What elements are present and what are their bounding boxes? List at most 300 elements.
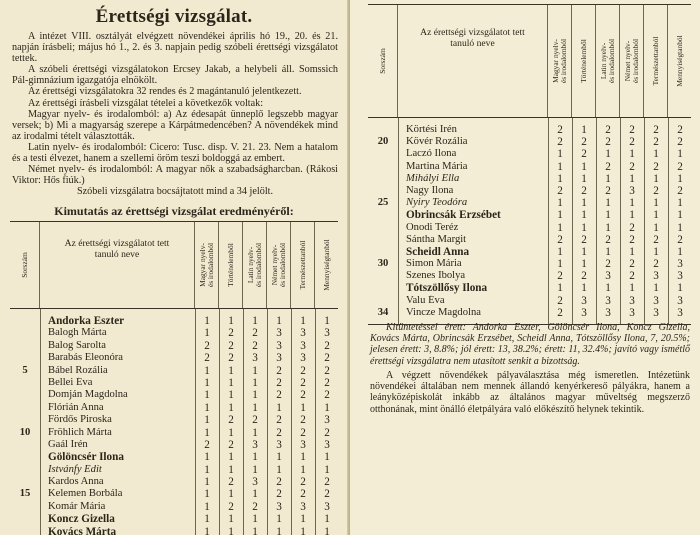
- grade-cell: 1: [252, 401, 258, 414]
- grade-cell: 1: [252, 376, 258, 389]
- grade-cell: 1: [252, 364, 258, 377]
- grade-cell: 2: [605, 136, 611, 149]
- grade-cell: 1: [605, 172, 611, 185]
- grade-cell: 1: [557, 148, 563, 161]
- table-row: [10, 340, 338, 352]
- student-name: Kelemen Borbála: [48, 488, 123, 500]
- results-text: [370, 322, 690, 367]
- grade-cell: 1: [653, 197, 659, 210]
- table-body: [368, 118, 691, 325]
- grade-cell: 1: [228, 451, 234, 464]
- header-latin: Latin nyelv- és irodalomból: [596, 5, 620, 117]
- grade-cell: 1: [300, 525, 306, 535]
- grade-cell: 2: [629, 258, 635, 271]
- grade-cell: 1: [629, 209, 635, 222]
- grade-cell: 2: [605, 160, 611, 173]
- grade-cell: 1: [581, 124, 587, 136]
- row-number: 10: [19, 426, 31, 438]
- grade-cell: 3: [276, 327, 282, 340]
- grade-cell: 1: [557, 258, 563, 271]
- grade-cell: 3: [677, 270, 683, 283]
- table-row: [10, 439, 338, 451]
- grade-cell: 1: [276, 463, 282, 476]
- grade-cell: 1: [581, 245, 587, 258]
- grade-cell: 2: [557, 306, 563, 319]
- grade-cell: 1: [324, 513, 330, 526]
- grade-cell: 3: [653, 306, 659, 319]
- student-name: Balogh Márta: [48, 327, 107, 339]
- grade-cell: 1: [677, 148, 683, 161]
- grade-cell: 1: [677, 221, 683, 234]
- table-row: [368, 222, 691, 234]
- grade-cell: 1: [228, 513, 234, 526]
- table-row: [10, 427, 338, 439]
- results-paragraph: Kitüntetéssel érett: Andorka Eszter, Gölöncsér Ilona, Koncz Gizella, Kovács Márta, Obrincsák Erzsébet, Scheidl Anna, Tótszöllősy Ilona, 7, 20.5%; jelesen érett: 3, 8.8%; jól érett: 13, 38.2%; érett: 11, 32.4%; javító vagy ismétlő érettségi vizsgálatra nem utasított senkit a bizottság.: [370, 322, 690, 367]
- grade-cell: 1: [204, 315, 210, 327]
- grade-cell: 2: [252, 339, 258, 352]
- grade-cell: 2: [252, 414, 258, 427]
- student-name: Istvánfy Edit: [48, 463, 102, 475]
- grade-cell: 1: [581, 160, 587, 173]
- grade-cell: 2: [677, 184, 683, 197]
- grade-cell: 1: [252, 463, 258, 476]
- grade-cell: 2: [276, 364, 282, 377]
- header-termeszet: Természettanból: [291, 222, 315, 308]
- grade-cell: 1: [204, 389, 210, 402]
- table-row: [368, 185, 691, 197]
- student-name: Barabás Eleonóra: [48, 352, 124, 364]
- grade-cell: 1: [228, 525, 234, 535]
- grade-cell: 2: [300, 488, 306, 501]
- grade-cell: 1: [276, 513, 282, 526]
- grade-cell: 1: [204, 463, 210, 476]
- grade-cell: 2: [629, 233, 635, 246]
- grade-cell: 2: [629, 221, 635, 234]
- student-name: Gaál Irén: [48, 438, 88, 450]
- table-row: [368, 270, 691, 282]
- header-name: Az érettségi vizsgálatot tett tanuló neve: [398, 5, 548, 117]
- grade-cell: 2: [276, 426, 282, 439]
- table-row: [10, 464, 338, 476]
- grade-cell: 2: [228, 352, 234, 365]
- student-name: Simon Mária: [406, 258, 462, 270]
- grade-cell: 2: [204, 339, 210, 352]
- student-name: Scheidl Anna: [406, 245, 470, 258]
- table-row: [368, 307, 691, 319]
- grade-cell: 2: [653, 124, 659, 136]
- grade-cell: 1: [324, 451, 330, 464]
- grade-cell: 3: [300, 438, 306, 451]
- grade-cell: 2: [581, 136, 587, 149]
- table-row: [10, 315, 338, 327]
- grade-cell: 3: [677, 258, 683, 271]
- table-row: [10, 365, 338, 377]
- grade-cell: 2: [276, 414, 282, 427]
- grade-cell: 3: [252, 438, 258, 451]
- grade-cell: 1: [300, 315, 306, 327]
- grade-cell: 2: [276, 376, 282, 389]
- table-row: [10, 526, 338, 535]
- student-name: Bábel Rozália: [48, 364, 108, 376]
- grade-cell: 3: [581, 306, 587, 319]
- table-row: [10, 501, 338, 513]
- page-title: Érettségi vizsgálat.: [95, 6, 253, 27]
- grade-cell: 1: [557, 209, 563, 222]
- grade-cell: 1: [324, 463, 330, 476]
- student-name: Koncz Gizella: [48, 513, 115, 526]
- student-name: Bellei Éva: [48, 376, 93, 388]
- header-sorszam: Sorszám: [368, 5, 398, 117]
- grade-cell: 1: [605, 221, 611, 234]
- header-menny: Mennyiségtanból: [321, 239, 331, 291]
- grade-cell: 3: [629, 184, 635, 197]
- grade-cell: 2: [300, 389, 306, 402]
- grade-cell: 2: [276, 488, 282, 501]
- student-name: Balog Sarolta: [48, 339, 106, 351]
- header-latin: Latin nyelv- és irodalomból: [243, 222, 267, 308]
- student-name: Komár Mária: [48, 500, 106, 512]
- grade-cell: 1: [204, 364, 210, 377]
- grade-cell: 2: [324, 389, 330, 402]
- grade-cell: 1: [300, 513, 306, 526]
- grade-cell: 2: [557, 294, 563, 307]
- grade-cell: 1: [557, 197, 563, 210]
- student-name: Fördős Piroska: [48, 414, 112, 426]
- grade-cell: 2: [252, 327, 258, 340]
- intro-paragraph: Az érettségi vizsgálatokra 32 rendes és 2 magántanuló jelentkezett.: [28, 86, 302, 98]
- student-name: Kovács Márta: [48, 525, 117, 535]
- grade-cell: 1: [605, 148, 611, 161]
- intro-text: [12, 31, 338, 197]
- grade-cell: 3: [605, 294, 611, 307]
- intro-paragraph: Latin nyelv- és irodalomból: Cicero: Tusc. disp. V. 21. 23. Nem a hatalom és a testi élvezet, hanem a szellemi öröm teszi boldoggá az embert.: [12, 141, 338, 165]
- row-number: 25: [377, 197, 389, 209]
- grade-cell: 1: [228, 463, 234, 476]
- grade-cell: 1: [228, 488, 234, 501]
- student-name: Sántha Margit: [406, 233, 467, 245]
- table-row: [368, 234, 691, 246]
- left-page: [0, 0, 348, 535]
- grade-cell: 1: [653, 148, 659, 161]
- table-row: [368, 173, 691, 185]
- grade-cell: 1: [605, 209, 611, 222]
- grade-cell: 2: [677, 136, 683, 149]
- grade-cell: 3: [276, 500, 282, 513]
- grade-cell: 3: [605, 270, 611, 283]
- table-row: [368, 124, 691, 136]
- student-name: Martina Mária: [406, 160, 468, 172]
- student-name: Mihályi Ella: [406, 172, 460, 184]
- student-name: Vincze Magdolna: [406, 306, 481, 318]
- grade-cell: 1: [653, 221, 659, 234]
- student-name: Domján Magdolna: [48, 389, 128, 401]
- table-header: [10, 221, 338, 309]
- grade-cell: 1: [204, 401, 210, 414]
- grade-cell: 1: [653, 245, 659, 258]
- grade-cell: 2: [557, 124, 563, 136]
- grade-cell: 1: [581, 282, 587, 295]
- grade-cell: 1: [629, 282, 635, 295]
- grade-cell: 3: [677, 306, 683, 319]
- table-row: [10, 414, 338, 426]
- grade-cell: 1: [204, 476, 210, 489]
- grade-cell: 3: [300, 339, 306, 352]
- grade-cell: 2: [276, 476, 282, 489]
- table-row: [10, 377, 338, 389]
- header-nemet: Német nyelv- és irodalomból: [620, 5, 644, 117]
- career-paragraph: A végzett növendékek pályaválasztása még ismeretlen. Intézetünk növendékei általában nem mennek állandó kenyérkereső pályákra, hanem a leányközépiskolát inkább az általános magyar műveltség megszerző otthonának, mint önálló életpályára való előkészítő helynek tekintik.: [370, 370, 690, 415]
- grade-cell: 2: [677, 124, 683, 136]
- grade-cell: 2: [204, 438, 210, 451]
- grade-cell: 1: [557, 172, 563, 185]
- table-row: [368, 295, 691, 307]
- grade-cell: 2: [228, 438, 234, 451]
- grade-cell: 3: [300, 352, 306, 365]
- grade-cell: 2: [324, 426, 330, 439]
- grade-cell: 2: [228, 414, 234, 427]
- grade-cell: 2: [300, 414, 306, 427]
- grade-cell: 2: [629, 124, 635, 136]
- grade-cell: 1: [653, 172, 659, 185]
- intro-paragraph: Német nyelv- és irodalomból: A magyar nők a szabadságharcban. (Rákosi Viktor: Hős fiúk.): [12, 164, 338, 187]
- table-row: [368, 246, 691, 258]
- grade-cell: 2: [629, 270, 635, 283]
- grade-cell: 2: [653, 258, 659, 271]
- grade-cell: 2: [252, 500, 258, 513]
- grade-cell: 1: [204, 426, 210, 439]
- grade-cell: 1: [557, 282, 563, 295]
- grade-cell: 1: [677, 197, 683, 210]
- grade-cell: 1: [324, 525, 330, 535]
- grade-cell: 2: [557, 270, 563, 283]
- student-name: Tótszöllősy Ilona: [406, 282, 488, 295]
- grade-cell: 2: [653, 233, 659, 246]
- grade-cell: 3: [629, 306, 635, 319]
- grade-cell: 1: [204, 513, 210, 526]
- grade-cell: 1: [605, 197, 611, 210]
- grade-cell: 2: [324, 376, 330, 389]
- intro-paragraph: Szóbeli vizsgálatra bocsájtatott mind a 34 jelölt.: [76, 186, 274, 198]
- grade-cell: 1: [629, 197, 635, 210]
- grade-cell: 2: [324, 476, 330, 489]
- grade-cell: 1: [605, 282, 611, 295]
- grade-cell: 2: [653, 136, 659, 149]
- grade-cell: 1: [252, 513, 258, 526]
- grade-cell: 1: [581, 258, 587, 271]
- student-name: Laczó Ilona: [406, 148, 457, 160]
- grade-cell: 1: [204, 488, 210, 501]
- student-name: Onodi Teréz: [406, 221, 459, 233]
- table-row: [368, 282, 691, 294]
- grade-cell: 3: [276, 352, 282, 365]
- grade-cell: 1: [204, 376, 210, 389]
- grade-cell: 2: [276, 389, 282, 402]
- grade-cell: 2: [557, 136, 563, 149]
- grade-cell: 1: [300, 463, 306, 476]
- grade-cell: 2: [300, 476, 306, 489]
- grade-cell: 1: [324, 401, 330, 414]
- grade-cell: 3: [653, 270, 659, 283]
- grade-cell: 2: [605, 258, 611, 271]
- grade-cell: 1: [252, 389, 258, 402]
- grade-cell: 1: [276, 315, 282, 327]
- grade-cell: 2: [605, 124, 611, 136]
- grade-cell: 2: [300, 426, 306, 439]
- header-termeszet: Természettanból: [644, 5, 668, 117]
- grade-cell: 1: [228, 364, 234, 377]
- table-row: [368, 197, 691, 209]
- grade-cell: 2: [581, 233, 587, 246]
- grade-cell: 2: [653, 184, 659, 197]
- grade-cell: 2: [228, 327, 234, 340]
- grade-cell: 2: [677, 160, 683, 173]
- grade-cell: 2: [228, 339, 234, 352]
- table-row: [368, 148, 691, 160]
- grade-cell: 1: [228, 389, 234, 402]
- grade-cell: 2: [228, 476, 234, 489]
- table-header: [368, 4, 691, 118]
- table-row: [10, 451, 338, 463]
- grade-cell: 3: [252, 352, 258, 365]
- grade-cell: 1: [677, 209, 683, 222]
- header-tortenelem: Történelemből: [219, 222, 243, 308]
- grade-cell: 1: [252, 426, 258, 439]
- student-name: Körtési Irén: [406, 124, 457, 135]
- grade-cell: 1: [581, 221, 587, 234]
- row-number: 30: [377, 258, 389, 270]
- grade-cell: 2: [324, 364, 330, 377]
- header-magyar: Magyar nyelv- és irodalomból: [195, 222, 219, 308]
- student-name: Fröhlich Márta: [48, 426, 112, 438]
- table-row: [368, 209, 691, 221]
- header-magyar: Magyar nyelv- és irodalomból: [548, 5, 572, 117]
- grade-cell: 3: [252, 476, 258, 489]
- header-name: Az érettségi vizsgálatot tett tanuló neve: [40, 222, 195, 308]
- row-number: 20: [377, 136, 389, 148]
- grade-cell: 1: [324, 315, 330, 327]
- student-name: Flórián Anna: [48, 401, 104, 413]
- table-row: [10, 513, 338, 525]
- table-row: [10, 389, 338, 401]
- grade-cell: 1: [677, 245, 683, 258]
- grade-cell: 1: [300, 451, 306, 464]
- grade-cell: 3: [605, 306, 611, 319]
- grade-cell: 3: [276, 438, 282, 451]
- grade-cell: 1: [276, 451, 282, 464]
- intro-paragraph: Az érettségi írásbeli vizsgálat tételei a következők voltak:: [28, 97, 264, 109]
- grade-cell: 1: [605, 245, 611, 258]
- grade-cell: 2: [228, 500, 234, 513]
- grade-cell: 2: [653, 160, 659, 173]
- grade-cell: 2: [300, 364, 306, 377]
- grade-cell: 1: [677, 282, 683, 295]
- table-row: [10, 352, 338, 364]
- grade-cell: 2: [300, 376, 306, 389]
- grade-cell: 1: [252, 315, 258, 327]
- header-menny: Mennyiségtanból: [674, 35, 684, 87]
- grade-cell: 1: [629, 148, 635, 161]
- grade-cell: 1: [228, 426, 234, 439]
- table-row: [368, 136, 691, 148]
- grade-cell: 1: [228, 315, 234, 327]
- header-nemet: Német nyelv- és irodalomból: [267, 222, 291, 308]
- student-name: Nagy Ilona: [406, 184, 454, 196]
- summary-title: Kimutatás az érettségi vizsgálat eredményéről:: [54, 204, 294, 218]
- row-number: 34: [377, 306, 389, 318]
- header-sorszam: Sorszám: [10, 222, 40, 308]
- grade-cell: 3: [324, 414, 330, 427]
- grade-cell: 1: [581, 197, 587, 210]
- grade-cell: 1: [581, 172, 587, 185]
- grade-cell: 3: [629, 294, 635, 307]
- student-name: Kardos Anna: [48, 476, 104, 488]
- grade-cell: 1: [204, 525, 210, 535]
- grade-cell: 2: [324, 339, 330, 352]
- results-table-left: [10, 221, 338, 535]
- grade-cell: 1: [204, 327, 210, 340]
- grade-cell: 3: [653, 294, 659, 307]
- grade-cell: 3: [276, 339, 282, 352]
- table-row: [10, 327, 338, 339]
- grade-cell: 1: [228, 401, 234, 414]
- grade-cell: 1: [581, 209, 587, 222]
- grade-cell: 1: [557, 221, 563, 234]
- student-name: Gölöncsér Ilona: [48, 451, 124, 464]
- grade-cell: 1: [629, 172, 635, 185]
- grade-cell: 2: [629, 136, 635, 149]
- student-name: Obrincsák Erzsébet: [406, 209, 501, 222]
- student-name: Valu Éva: [406, 294, 445, 306]
- header-tortenelem: Történelemből: [572, 5, 596, 117]
- grade-cell: 3: [581, 294, 587, 307]
- grade-cell: 1: [557, 160, 563, 173]
- grade-cell: 2: [557, 184, 563, 197]
- grade-cell: 1: [228, 376, 234, 389]
- grade-cell: 2: [629, 160, 635, 173]
- results-table-right: [368, 4, 691, 325]
- grade-cell: 1: [276, 525, 282, 535]
- table-body: [10, 309, 338, 535]
- grade-cell: 2: [581, 148, 587, 161]
- grade-cell: 2: [581, 270, 587, 283]
- table-row: [368, 161, 691, 173]
- table-row: [10, 402, 338, 414]
- grade-cell: 2: [581, 184, 587, 197]
- career-text: [370, 370, 690, 415]
- intro-paragraph: Magyar nyelv- és irodalomból: a) Az édesapát ünneplő legszebb magyar versek; b) Mi a magyarság szerepe a Kárpátmedencében? A növendékek mind az irodalmi tételt választották.: [12, 108, 338, 142]
- table-row: [368, 258, 691, 270]
- grade-cell: 2: [557, 233, 563, 246]
- grade-cell: 1: [204, 414, 210, 427]
- grade-cell: 1: [204, 451, 210, 464]
- grade-cell: 2: [204, 352, 210, 365]
- grade-cell: 1: [629, 245, 635, 258]
- table-row: [10, 488, 338, 500]
- grade-cell: 3: [324, 438, 330, 451]
- grade-cell: 3: [300, 500, 306, 513]
- student-name: Szenes Ibolya: [406, 270, 466, 282]
- grade-cell: 3: [324, 500, 330, 513]
- grade-cell: 2: [324, 488, 330, 501]
- grade-cell: 1: [653, 209, 659, 222]
- student-name: Kövér Rozália: [406, 136, 468, 148]
- grade-cell: 1: [276, 401, 282, 414]
- student-name: Andorka Eszter: [48, 315, 125, 327]
- grade-cell: 2: [677, 233, 683, 246]
- table-row: [10, 476, 338, 488]
- intro-paragraph: A intézet VIII. osztályát elvégzett növendékei április hó 19., 20. és 21. napján írásbeli; május hó 1., 2. és 3. napjain pedig szóbeli érettségi vizsgálatot tettek.: [12, 31, 338, 65]
- grade-cell: 2: [324, 352, 330, 365]
